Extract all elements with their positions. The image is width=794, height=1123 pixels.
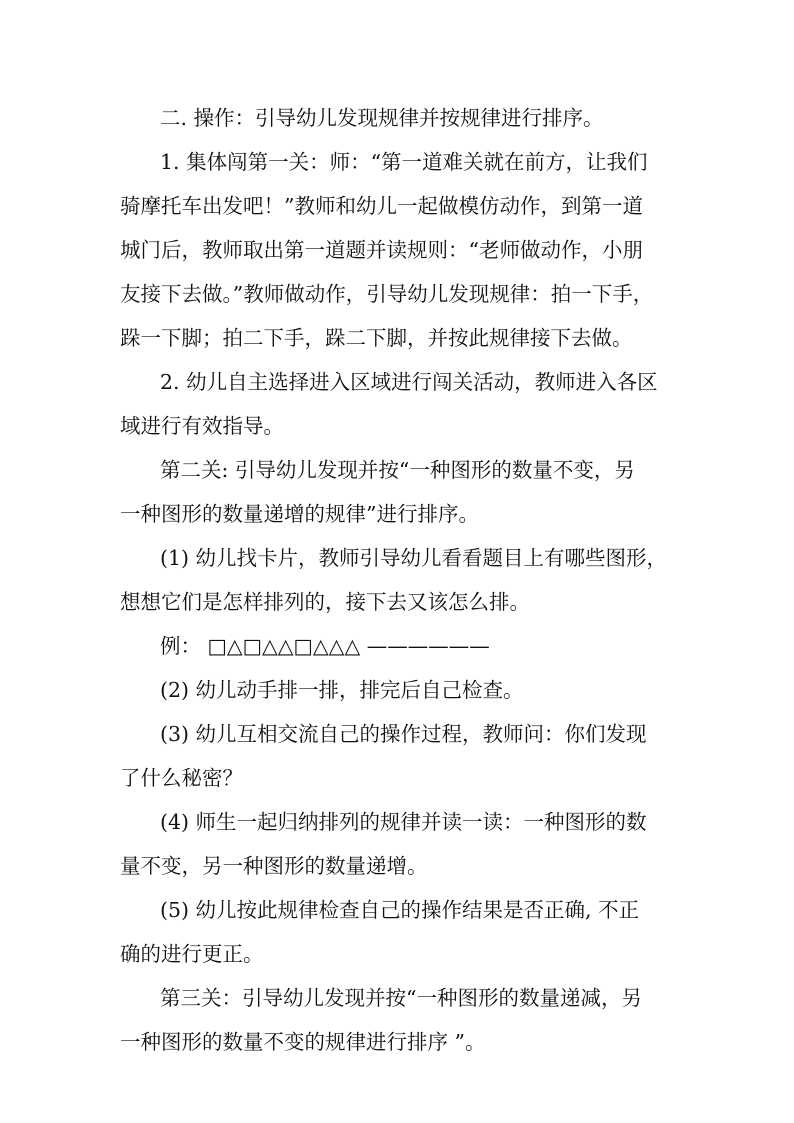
paragraph-line: (2) 幼儿动手排一排，排完后自己检查。: [160, 678, 524, 702]
paragraph-line: 确的进行更正。: [120, 942, 264, 966]
paragraph-line: (3) 幼儿互相交流自己的操作过程，教师问：你们发现: [160, 722, 647, 746]
paragraph-line: 跺一下脚；拍二下手，跺二下脚，并按此规律接下去做。: [120, 326, 633, 350]
paragraph-line: 第二关: 引导幼儿发现并按“一种图形的数量不变，另: [160, 458, 635, 482]
example-pattern: 例： □△□△△□△△△ ——————: [160, 634, 490, 658]
paragraph-line: 2. 幼儿自主选择进入区域进行闯关活动，教师进入各区: [160, 370, 658, 394]
paragraph-line: (4) 师生一起归纳排列的规律并读一读：一种图形的数: [160, 810, 647, 834]
paragraph-line: (5) 幼儿按此规律检查自己的操作结果是否正确, 不正: [160, 898, 640, 922]
paragraph-line: 域进行有效指导。: [120, 414, 284, 438]
paragraph-line: 1. 集体闯第一关：师：“第一道难关就在前方，让我们: [160, 150, 648, 174]
section-heading: 二. 操作：引导幼儿发现规律并按规律进行排序。: [160, 106, 604, 130]
paragraph-line: 了什么秘密？: [120, 766, 243, 790]
paragraph-line: 一种图形的数量不变的规律进行排序 ”。: [120, 1030, 486, 1054]
paragraph-line: 一种图形的数量递增的规律”进行排序。: [120, 502, 479, 526]
paragraph-line: 城门后，教师取出第一道题并读规则：“老师做动作，小朋: [120, 238, 643, 262]
paragraph-line: 骑摩托车出发吧！”教师和幼儿一起做模仿动作，到第一道: [120, 194, 643, 218]
paragraph-line: 量不变，另一种图形的数量递增。: [120, 854, 428, 878]
paragraph-line: (1) 幼儿找卡片，教师引导幼儿看看题目上有哪些图形，: [160, 546, 668, 570]
paragraph-line: 想想它们是怎样排列的，接下去又该怎么排。: [120, 590, 530, 614]
paragraph-line: 第三关：引导幼儿发现并按“一种图形的数量递减，另: [160, 986, 642, 1010]
paragraph-line: 友接下去做。”教师做动作，引导幼儿发现规律：拍一下手，: [120, 282, 654, 306]
